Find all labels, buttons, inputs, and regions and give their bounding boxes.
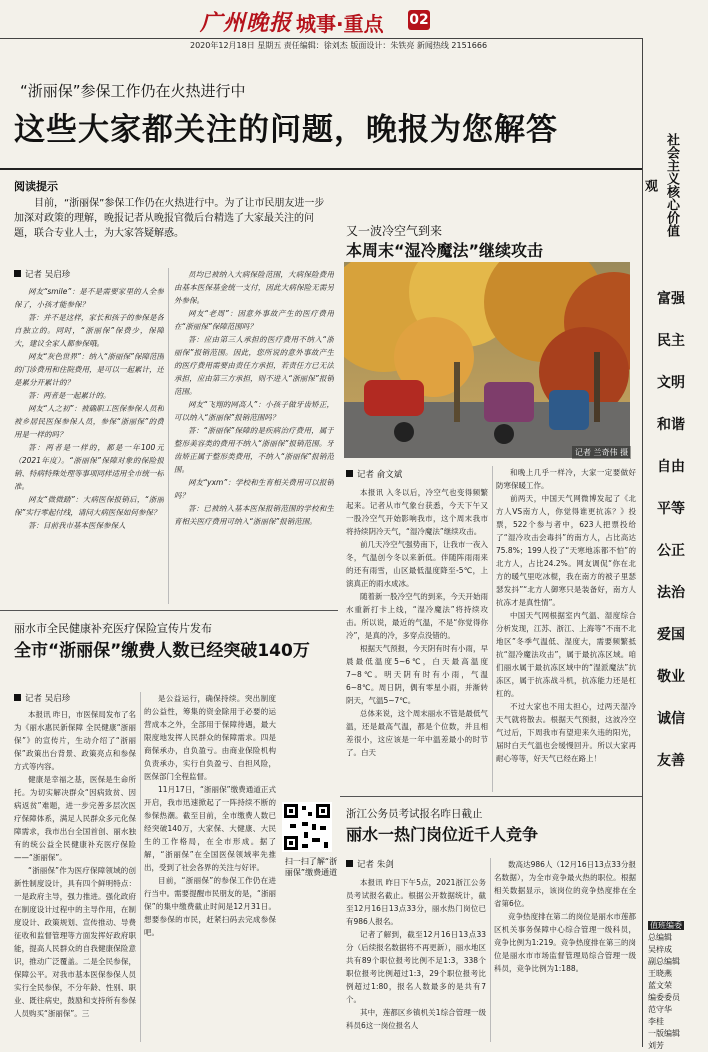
core-value-word: 富强 <box>657 291 685 307</box>
story4-headline: 丽水一热门岗位近千人竞争 <box>346 825 539 844</box>
paragraph: 网友“飞翔的网高人”：小孩子做牙齿矫正，可以纳入“浙丽保”报销范围吗？ <box>174 400 334 422</box>
story3-kicker: 丽水市全民健康补充医疗保险宣传片发布 <box>14 622 212 635</box>
paragraph: 前几天冷空气强势南下，让我市一夜入冬，气温创今冬以来新低。伴随阵雨雨来的还有雨雪，山区最低温度降至-5℃，上演真正的雨水成冰。 <box>346 540 488 588</box>
paragraph: 网友“灰色世界”：纳入“浙丽保”保障范围的门诊费用和住院费用，是可以一起累计，还是累分开累计的？ <box>14 352 164 387</box>
editor-list <box>648 920 698 1052</box>
core-value-word: 诚信 <box>657 711 685 727</box>
bullet-square-icon <box>346 470 353 477</box>
editors-label: 值班编委 <box>650 921 682 930</box>
paragraph: 答：目前我市基本医保参保人 <box>28 521 126 530</box>
photo-credit: 记者 兰奇伟 摄 <box>572 446 631 459</box>
paragraph: 网友“老周”：因意外事故产生的医疗费用在“浙丽保”保障范围吗？ <box>174 309 334 331</box>
paragraph: 和晚上几乎一样冷，大家一定要做好防寒保暖工作。 <box>496 468 636 490</box>
paragraph: 答：已被纳入基本医保报销范围的学校和生育相关医疗费用可纳入“浙丽保”报销范围。 <box>174 504 334 526</box>
paragraph: 答：“浙丽保”保障的是疾病治疗费用，属于整形美容类的费用不纳入“浙丽保”报销范围。牙齿矫正属于整形类费用，不纳入“浙丽保”报销范围。 <box>174 426 334 474</box>
paragraph: 网友“微微踏”：大病医保报销后，“浙丽保”实行零起付线，请问大病医保如何参保？ <box>14 495 164 517</box>
core-value-word: 公正 <box>657 543 685 559</box>
story3-author <box>14 692 70 704</box>
editor-line: 副总编辑 <box>648 957 680 966</box>
editor-line: 蓝文荣 <box>648 981 672 990</box>
paragraph: 数高达986人（12月16日13点33分报名数据），为全市竞争最火热的职位。根据相关数据显示，该岗位的竞争热度排在全省第6位。 <box>494 860 636 908</box>
paragraph: 本报讯 昨日下午5点，2021浙江公务员考试报名截止。根据公开数据统计，截至12月16日13点33分，丽水热门岗位已有986人报名。 <box>346 878 486 926</box>
editor-line: 吴梓成 <box>648 945 672 954</box>
story1-lead: 目前，“浙丽保”参保工作仍在火热进行中。为了让市民朋友进一步加深对政策的理解，晚报记者从晚报官微后台精选了大家最关注的问题，联合专业人士，为大家答疑解惑。 <box>14 198 325 239</box>
author-name: 记者 朱剑 <box>357 860 394 870</box>
core-value-word: 民主 <box>657 333 685 349</box>
story1-kicker: “浙丽保”参保工作仍在火热进行中 <box>20 82 246 100</box>
divider <box>340 796 642 797</box>
author-name: 记者 吴启珍 <box>25 694 71 704</box>
core-value-word: 敬业 <box>657 669 685 685</box>
qr-code-graphic <box>282 802 332 852</box>
section-title: 城事·重点 <box>296 12 384 36</box>
core-value-word: 文明 <box>657 375 685 391</box>
story4-author <box>346 858 394 870</box>
divider <box>0 168 642 170</box>
paragraph: 答：并不是这样，家长和孩子的参保是各自独立的。同时，“浙丽保”保费少，保障大，建议全家人都参保哦。 <box>14 313 164 348</box>
story4-kicker: 浙江公务员考试报名昨日截止 <box>346 808 483 820</box>
story1-author <box>14 268 70 280</box>
paragraph: 随着新一股冷空气的到来，今天开始雨水重新打卡上线，“湿冷魔法”将持续攻击。所以说，最近的气温，不是“你觉得你冷”，是真的冷，多穿点没错的。 <box>346 592 488 640</box>
paragraph: 答：两者是一样的，都是一年100元（2021年度）。“浙丽保”保障对象的保险报销、特病特殊处理等事项同样适用全市统一标准。 <box>14 443 164 491</box>
paragraph: 中国天气网根据室内气温、湿度综合分析发现，江苏、浙江、上海等“不南不北地区”冬季气温低、湿度大，需要频繁抵抗“湿冷魔法攻击”，属于最抗冻区域。咱们丽水属于最抗冻区域中的“湿派魔法”抗冻区，属于抗冻战斗机，抗冻能力还是杠杠的。 <box>496 611 636 698</box>
editor-line: 总编辑 <box>648 933 672 942</box>
paragraph: “浙丽保”作为医疗保障领域的创新性制度设计，具有四个鲜明特点：一是政府主导，强力推进。强化政府在制度设计过程中的主导作用，在制度设计、政策规划、宣传推动、导费征收和监督管理等方面发挥好政府职能，提高人民群众的自我健康保险意识，推动广泛覆盖。二是全民参保，保障公平。对我市基本医保参保人员实行全民参保，不分年龄、性别、职业、既往病史，鼓励和支持所有参保人员购买“浙丽保”。三 <box>14 866 136 1018</box>
lead-label: 阅读提示 <box>14 180 58 193</box>
column-rule <box>168 268 169 604</box>
paragraph: 记者了解到，截至12月16日13点33分（后续报名数据将不再更新），丽水地区共有89个职位报考比例不足1:3，338个职位报考比例超过1:3，29个职位报考比例超过1:80，报名人数最多的是共有7个。 <box>346 930 486 1004</box>
editor-lines <box>648 932 698 1052</box>
story2-column-2 <box>496 466 636 792</box>
newspaper-logo: 广州晚报 <box>200 10 293 36</box>
sidebar-title: 社会主义核心价值观 <box>642 133 679 237</box>
author-name: 记者 吴启珍 <box>25 270 71 280</box>
masthead-rule <box>0 38 642 39</box>
street-photo <box>344 262 630 458</box>
bullet-square-icon <box>14 694 21 701</box>
editor-line: 一版编辑 <box>648 1029 680 1038</box>
paragraph: 答：应由第三人承担的医疗费用不纳入“浙丽保”报销范围。因此，您所说的意外事故产生的医疗费用需要由责任方承担，若责任方已无法承担，应由第三方承担，则不进入“浙丽保”报销范围。 <box>174 335 334 396</box>
paragraph: 是公益运行，确保持续。突出制度的公益性，筹集的资金除用于必要的运营成本之外，全部用于保障待遇，最大限度地发挥人民群众的保障需求。四是商保承办，自负盈亏。由商业保险机构负责承办，实行自负盈亏、自担风险，医保部门全程监督。 <box>144 694 276 781</box>
editor-line: 刘芳 <box>648 1041 664 1050</box>
column-rule <box>140 692 141 1042</box>
story2-column-1 <box>346 486 488 790</box>
paragraph: 前两天，中国天气网微博发起了《北方人VS南方人，你觉得谁更抗冻？》投票，522个参与者中，623人把票投给了“湿冷攻击会毒抖”的南方人，占比高达75.8%；199人投了“天寒地冻都不怕”的北方人，占比24.2%。网友调侃“你在北方的暖气里吃冰棍，我在南方的被子里瑟瑟发抖”“北方人御寒只是装备好，南方人抗冻才是真性情”。 <box>496 494 636 607</box>
editor-line: 李桂 <box>648 1017 664 1026</box>
story1-column-2 <box>174 268 334 604</box>
story2-headline: 本周末“湿冷魔法”继续攻击 <box>346 241 544 260</box>
paragraph: 其中，莲都区乡镇机关1综合管理一级科员6这一岗位报名人 <box>346 1008 486 1030</box>
divider <box>0 610 338 611</box>
paragraph: 不过大家也不用太担心，过两天湿冷天气就将散去。根据天气预报，这波冷空气过后，下周我市有望迎来久违的阳光，届时白天气温也会缓慢回升。所以大家再耐心等等，好天气已经在路上！ <box>496 702 636 763</box>
column-rule <box>490 858 491 1042</box>
story3-column-2 <box>144 692 276 1042</box>
core-value-word: 平等 <box>657 501 685 517</box>
core-values-sidebar <box>642 120 700 800</box>
masthead-info: 2020年12月18日 星期五 责任编辑：徐刘杰 版面设计：朱铁亮 新闻热线 2151666 <box>190 41 488 50</box>
paragraph: 本报讯 入冬以后，冷空气也变得频繁起来。记者从市气象台获悉，今天下午又一股冷空气开始影响我市，这个周末我市将持续阴冷天气，“湿冷魔法”继续攻击。 <box>346 488 488 536</box>
author-name: 记者 俞文斌 <box>357 470 403 480</box>
bullet-square-icon <box>14 270 21 277</box>
paragraph: 网友“smile”：是不是需要家里的人全参保了，小孩才能参保？ <box>14 287 164 309</box>
story2-author <box>346 468 402 480</box>
qr-caption: 扫一扫了解“浙丽保”缴费通道 <box>284 857 338 877</box>
paragraph: 本报讯 昨日，市医保局发布了名为《丽水惠民新保障 全民健康“浙丽保”》的宣传片，生动介绍了“浙丽保”政策出台背景、政策亮点和参保方式等内容。 <box>14 710 136 771</box>
paragraph: 11月17日，“浙丽保”缴费通道正式开启，我市迅速掀起了一阵持续不断的参保热潮。截至目前，全市缴费人数已经突破140万，大家保、大健康、大民生的工作格局，在全市形成。据了解，“浙丽保”在全国医保领域率先推出，受到了社会各界的关注与好评。 <box>144 785 276 872</box>
core-value-word: 和谐 <box>657 417 685 433</box>
story1-column-1 <box>14 285 164 603</box>
paragraph: 答：两者是一起累计的。 <box>28 391 111 400</box>
qr-code-icon[interactable] <box>282 802 332 852</box>
column-rule <box>492 466 493 792</box>
paragraph: 网友“人之初”：被确职工医保参保人员和被乡居民医保参保人员，参保“浙丽保”的费用是一样的吗？ <box>14 404 164 439</box>
page-number-badge: 02 <box>409 12 429 28</box>
paragraph: 网友“yxm”：学校和生育相关费用可以报销吗？ <box>174 478 334 500</box>
paragraph: 目前，“浙丽保”的参保工作仍在进行当中。需要提醒市民朋友的是，“浙丽保”的集中缴费截止时间是12月31日。想要参保的市民，赶紧扫码去完成参保吧。 <box>144 876 276 937</box>
editor-line: 编委委员 <box>648 993 680 1002</box>
paragraph: 员均已被纳入大病保险范围，大病保险费用由基本医保基金统一支付，因此大病保险无需另外参保。 <box>174 270 334 305</box>
street-scene-image <box>344 262 630 458</box>
story3-column-1 <box>14 708 136 1042</box>
core-value-word: 法治 <box>657 585 685 601</box>
paragraph: 根据天气预报，今天阴有时有小雨，早晨最低温度5~6℃，白天最高温度7~8℃。明天阴有时有小雨，气温6~8℃。周日阴，偶有零星小雨，并渐转阴天，气温5~7℃。 <box>346 644 488 705</box>
story1-headline: 这些大家都关注的问题，晚报为您解答 <box>14 112 558 148</box>
core-value-word: 自由 <box>657 459 685 475</box>
bullet-square-icon <box>346 860 353 867</box>
core-value-word: 爱国 <box>657 627 685 643</box>
story4-column-1 <box>346 876 486 1042</box>
editor-line: 王晓燕 <box>648 969 672 978</box>
paragraph: 总体来说，这个周末丽水不管是最低气温，还是最高气温，都是个位数，并且相差很小，这应该是一年中温差最小的时节了。白天 <box>346 709 488 757</box>
paragraph: 健康是幸福之基，医保是生命所托。为切实解决群众“因病致贫、因病返贫”难题，进一步完善多层次医疗保障体系，满足人民群众多元化保障需求，我市出台全国首创、丽水独有的统公益全民健康补充医疗保险——“浙丽保”。 <box>14 775 136 862</box>
editor-line: 范守华 <box>648 1005 672 1014</box>
story4-column-2 <box>494 858 636 1042</box>
paragraph: 竞争热度排在第二的岗位是丽水市莲都区机关事务保障中心综合管理一级科员，竞争比例为1:219。竞争热度排在第三的岗位是丽水市市场监督管理局综合管理一级科员，竞争比例为1:188。 <box>494 912 636 973</box>
story3-headline: 全市“浙丽保”缴费人数已经突破140万 <box>14 641 310 661</box>
story2-kicker: 又一波冷空气到来 <box>346 224 443 238</box>
core-value-word: 友善 <box>657 753 685 769</box>
